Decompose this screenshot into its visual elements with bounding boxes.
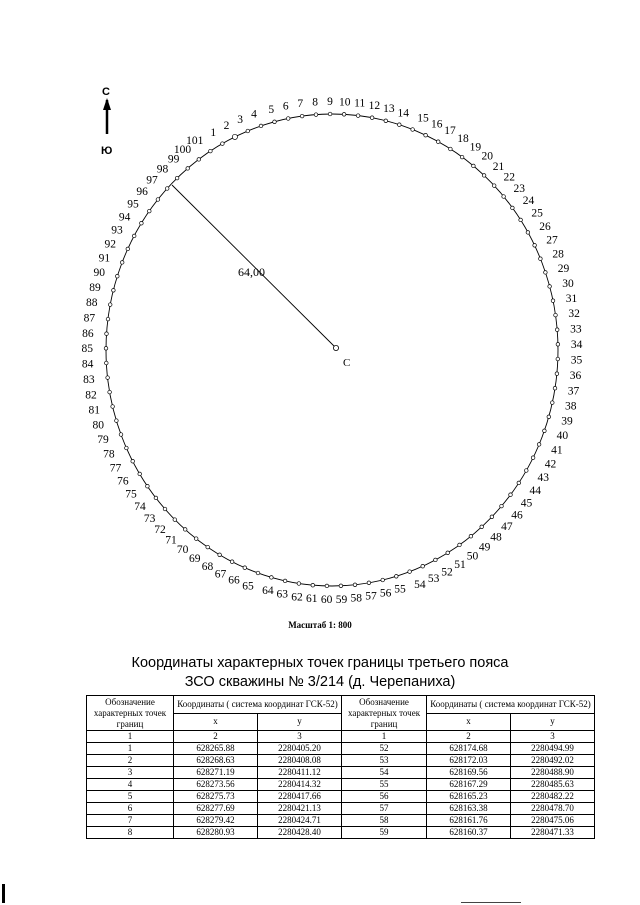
boundary-point-label: 28 [552,248,564,261]
boundary-point-marker [328,112,332,116]
boundary-point-marker [434,558,438,562]
boundary-point-label: 41 [551,444,563,457]
boundary-point-marker [556,343,560,347]
boundary-point-label: 65 [242,580,254,593]
header-x-left: х [174,713,258,731]
boundary-point-marker [460,155,464,159]
boundary-point-marker [367,581,371,585]
boundary-point-label: 1 [210,127,217,140]
boundary-point-marker [138,472,142,476]
boundary-point-label: 6 [282,100,289,113]
boundary-point-marker [106,376,110,380]
boundary-point-label: 5 [268,104,275,117]
north-label: С [102,86,110,98]
boundary-point-label: 16 [431,118,443,131]
boundary-point-marker [297,582,301,586]
boundary-point-label: 80 [92,419,104,432]
boundary-point-marker [556,357,560,361]
boundary-point-label: 44 [529,485,541,498]
boundary-point-label: 91 [98,252,111,265]
boundary-point-label: 96 [136,186,148,199]
boundary-point-label: 72 [154,523,166,536]
boundary-point-marker [232,134,237,139]
boundary-point-label: 86 [82,327,94,340]
boundary-point-label: 10 [339,96,351,109]
table-cell: 2280424.71 [258,815,342,827]
table-cell: 2280405.20 [258,743,342,755]
boundary-point-marker [314,113,318,117]
boundary-point-label: 43 [537,472,549,485]
index-cell: 2 [427,731,511,743]
center-label: С [343,357,351,369]
boundary-point-label: 84 [81,358,94,371]
boundary-point-marker [511,206,515,210]
boundary-point-label: 90 [93,267,105,280]
table-cell: 628277.69 [174,803,258,815]
boundary-point-label: 12 [368,99,381,112]
boundary-point-marker [243,566,247,570]
table-cell: 628163.38 [427,803,511,815]
boundary-point-marker [353,583,357,587]
boundary-point-label: 47 [501,520,513,533]
table-cell: 2280471.33 [511,827,595,839]
boundary-point-label: 26 [539,220,551,233]
table-cell: 2280475.06 [511,815,595,827]
boundary-point-label: 55 [394,583,406,596]
boundary-point-label: 85 [81,343,93,356]
boundary-point-marker [436,140,440,144]
boundary-point-label: 29 [557,263,570,276]
table-cell: 2280482.22 [511,791,595,803]
boundary-point-label: 100 [173,143,192,156]
table-cell: 628174.68 [427,743,511,755]
boundary-point-label: 78 [103,448,115,461]
boundary-point-marker [472,164,476,168]
table-cell: 2280408.08 [258,755,342,767]
boundary-point-label: 61 [305,593,318,606]
boundary-point-marker [194,537,198,541]
boundary-point-marker [555,328,559,332]
boundary-point-label: 75 [125,488,137,501]
boundary-point-marker [370,116,374,120]
boundary-point-label: 14 [397,107,409,120]
boundary-point-marker [424,133,428,137]
boundary-point-label: 8 [312,96,318,109]
radius-label: 64,00 [238,265,265,279]
boundary-point-marker [482,174,486,178]
table-row [87,755,595,767]
boundary-point-marker [543,429,547,433]
boundary-point-marker [509,493,513,497]
boundary-point-label: 27 [546,234,558,247]
boundary-point-marker [108,390,112,394]
table-cell: 2280411.12 [258,767,342,779]
boundary-point-label: 38 [565,400,577,413]
boundary-point-marker [533,244,537,248]
boundary-point-label: 88 [86,297,98,310]
boundary-point-marker [531,456,535,460]
page-edge-mark [2,884,5,903]
boundary-point-label: 24 [522,195,535,208]
boundary-point-label: 52 [441,566,453,579]
column-index-row [87,731,595,743]
table-cell: 58 [342,815,427,827]
table-cell: 2280494.99 [511,743,595,755]
boundary-point-marker [119,433,123,437]
boundary-point-marker [469,534,473,538]
boundary-point-marker [519,218,523,222]
boundary-point-marker [449,147,453,151]
boundary-point-marker [173,518,177,522]
boundary-point-marker [325,584,329,588]
boundary-point-marker [553,386,557,390]
boundary-point-marker [398,123,402,127]
boundary-point-marker [458,543,462,547]
header-y-left: у [258,713,342,731]
header-coords-left: Координаты ( система координат ГСК-52) [174,696,342,714]
boundary-point-label: 56 [379,587,392,600]
boundary-point-label: 32 [568,308,580,321]
table-row [87,815,595,827]
boundary-point-label: 82 [85,389,97,402]
header-coords-right: Координаты ( система координат ГСК-52) [427,696,595,714]
table-cell: 628268.63 [174,755,258,767]
boundary-point-label: 92 [104,238,116,251]
boundary-point-label: 23 [513,183,525,195]
boundary-point-marker [286,117,290,121]
header-y-right: у [511,713,595,731]
boundary-point-marker [492,184,496,188]
page-edge-mark [461,902,521,903]
boundary-point-marker [539,257,543,261]
table-cell: 628167.29 [427,779,511,791]
center-point [333,345,338,350]
boundary-point-labels [82,96,583,606]
table-cell: 59 [342,827,427,839]
boundary-point-marker [342,113,346,117]
boundary-point-label: 36 [569,370,582,382]
table-cell: 52 [342,743,427,755]
boundary-point-marker [105,332,109,336]
index-cell: 3 [511,731,595,743]
boundary-point-label: 74 [134,501,146,513]
header-x-right: х [427,713,511,731]
boundary-point-label: 54 [414,578,426,591]
boundary-point-label: 15 [417,112,429,125]
boundary-point-label: 39 [561,415,573,428]
boundary-point-marker [547,415,551,419]
boundary-point-label: 13 [383,103,395,116]
boundary-point-label: 89 [89,282,101,294]
table-cell: 8 [87,827,174,839]
table-cell: 4 [87,779,174,791]
boundary-point-label: 51 [454,558,466,571]
boundary-point-label: 67 [214,568,227,581]
table-cell: 628169.56 [427,767,511,779]
boundary-point-marker [551,299,555,303]
table-cell: 2280488.90 [511,767,595,779]
boundary-point-label: 34 [570,339,583,351]
boundary-point-label: 81 [88,404,100,417]
table-cell: 53 [342,755,427,767]
table-row [87,791,595,803]
boundary-point-label: 46 [511,509,523,522]
boundary-point-label: 94 [118,211,131,224]
boundary-point-label: 17 [444,125,456,138]
table-row [87,803,595,815]
boundary-points [104,112,560,588]
boundary-point-label: 50 [466,550,479,563]
table-cell: 628271.19 [174,767,258,779]
boundary-point-label: 22 [503,171,515,184]
table-cell: 57 [342,803,427,815]
boundary-point-label: 25 [531,207,543,220]
boundary-point-marker [105,361,109,365]
boundary-point-marker [206,545,210,549]
boundary-point-label: 95 [127,198,139,211]
boundary-point-marker [111,405,115,409]
boundary-point-marker [270,576,274,580]
boundary-point-marker [356,114,360,118]
boundary-point-label: 19 [469,141,482,154]
boundary-point-label: 69 [189,552,201,565]
boundary-point-label: 77 [109,462,122,475]
boundary-point-marker [256,571,260,575]
boundary-point-marker [421,564,425,568]
boundary-point-marker [554,313,558,317]
index-cell: 2 [174,731,258,743]
boundary-point-marker [246,129,250,133]
table-cell: 1 [87,743,174,755]
table-cell: 2 [87,755,174,767]
boundary-point-label: 40 [556,430,569,443]
boundary-point-marker [131,459,135,463]
boundary-point-label: 18 [457,132,469,145]
boundary-point-label: 63 [276,588,289,601]
boundary-point-marker [106,317,110,321]
boundary-point-label: 68 [201,561,214,573]
boundary-point-marker [221,142,225,146]
table-cell: 628165.23 [427,791,511,803]
table-cell: 628273.56 [174,779,258,791]
boundary-point-marker [411,128,415,132]
table-cell: 2280478.70 [511,803,595,815]
boundary-point-marker [140,221,144,225]
boundary-point-label: 2 [223,120,230,133]
index-cell: 1 [87,731,174,743]
boundary-point-marker [175,176,179,180]
boundary-point-marker [163,507,167,511]
table-cell: 2280414.32 [258,779,342,791]
coordinates-table [86,695,595,839]
boundary-point-marker [259,124,263,128]
boundary-point-label: 62 [291,591,303,604]
boundary-point-marker [339,584,343,588]
south-label: Ю [101,145,113,157]
scale-label: Масштаб 1: 800 [288,620,352,630]
table-cell: 2280421.13 [258,803,342,815]
boundary-point-label: 9 [327,96,333,108]
boundary-point-label: 42 [544,458,557,471]
boundary-point-marker [537,443,541,447]
boundary-point-label: 83 [83,374,95,387]
boundary-point-label: 7 [297,98,304,111]
boundary-point-marker [526,231,530,235]
boundary-point-marker [548,285,552,289]
table-cell: 5 [87,791,174,803]
boundary-point-marker [500,504,504,508]
table-title-line1: Координаты характерных точек границы третьего пояса [131,655,509,671]
boundary-point-label: 49 [478,541,491,554]
table-cell: 6 [87,803,174,815]
boundary-point-label: 97 [146,174,158,187]
boundary-point-marker [446,551,450,555]
table-cell: 628275.73 [174,791,258,803]
boundary-point-marker [381,578,385,582]
table-cell: 2280428.40 [258,827,342,839]
boundary-point-marker [154,496,158,500]
boundary-point-marker [300,114,304,118]
boundary-point-label: 37 [567,385,580,398]
boundary-point-marker [132,234,136,238]
boundary-point-marker [165,187,169,191]
boundary-point-label: 71 [165,534,177,547]
boundary-point-label: 45 [520,497,533,510]
table-cell: 55 [342,779,427,791]
boundary-point-marker [186,167,190,171]
boundary-point-label: 87 [83,312,96,325]
boundary-point-label: 31 [565,292,578,305]
boundary-point-label: 20 [481,150,493,163]
boundary-point-marker [311,583,315,587]
table-cell: 628161.76 [427,815,511,827]
boundary-point-marker [408,570,412,574]
boundary-point-label: 53 [427,573,440,586]
boundary-point-label: 3 [237,113,243,126]
boundary-point-marker [273,120,277,124]
boundary-point-label: 57 [365,590,377,603]
boundary-point-label: 93 [111,224,123,237]
boundary-point-label: 99 [167,153,180,166]
table-row [87,743,595,755]
boundary-point-marker [218,553,222,557]
boundary-point-marker [104,347,108,351]
boundary-point-label: 35 [570,354,583,367]
table-row [87,779,595,791]
north-arrow [101,86,112,157]
table-cell: 628279.42 [174,815,258,827]
boundary-point-label: 66 [228,574,240,587]
boundary-point-marker [525,469,529,473]
boundary-point-marker [384,119,388,123]
boundary-point-marker [148,209,152,213]
table-cell: 2280492.02 [511,755,595,767]
boundary-point-marker [116,274,120,278]
table-cell: 3 [87,767,174,779]
boundary-point-marker [551,401,555,405]
boundary-point-label: 33 [570,323,582,336]
boundary-point-marker [209,149,213,153]
header-point-left: Обозначение характерных точек границ [87,696,174,731]
boundary-point-label: 64 [262,584,274,597]
index-cell: 3 [258,731,342,743]
boundary-point-label: 76 [117,475,129,488]
boundary-point-label: 11 [354,97,366,110]
boundary-point-label: 58 [350,592,363,605]
boundary-point-marker [108,303,112,307]
boundary-point-marker [230,560,234,564]
boundary-point-label: 4 [251,108,257,121]
boundary-point-marker [112,289,116,293]
boundary-point-marker [555,372,559,376]
boundary-point-label: 79 [97,434,109,447]
table-cell: 2280417.66 [258,791,342,803]
boundary-point-marker [125,446,129,450]
table-cell: 54 [342,767,427,779]
boundary-point-marker [183,528,187,532]
table-row [87,767,595,779]
table-cell: 628265.88 [174,743,258,755]
boundary-point-marker [156,198,160,202]
boundary-point-marker [283,579,287,583]
index-cell: 1 [342,731,427,743]
boundary-point-label: 21 [492,160,505,173]
boundary-point-marker [517,481,521,485]
boundary-point-label: 73 [143,512,156,525]
boundary-point-marker [115,419,119,423]
boundary-point-marker [126,247,130,251]
boundary-point-label: 70 [176,544,189,556]
boundary-point-label: 48 [490,531,502,544]
boundary-point-marker [197,158,201,162]
boundary-point-label: 98 [156,163,169,176]
table-row [87,827,595,839]
boundary-point-marker [120,261,124,265]
boundary-point-marker [490,515,494,519]
boundary-point-label: 101 [186,135,204,148]
table-title-line2: ЗСО скважины № 3/214 (д. Черепаниха) [184,674,456,690]
table-cell: 628172.03 [427,755,511,767]
table-cell: 2280485.63 [511,779,595,791]
header-point-right: Обозначение характерных точек границ [342,696,427,731]
table-cell: 7 [87,815,174,827]
boundary-point-label: 59 [335,593,348,606]
boundary-circle [106,114,558,586]
boundary-point-marker [146,484,150,488]
table-cell: 628160.37 [427,827,511,839]
boundary-point-marker [502,195,506,199]
table-cell: 56 [342,791,427,803]
boundary-point-marker [395,575,399,579]
boundary-point-label: 30 [562,277,574,290]
boundary-point-marker [480,525,484,529]
boundary-point-marker [544,271,548,275]
table-cell: 628280.93 [174,827,258,839]
boundary-point-label: 60 [320,593,333,606]
